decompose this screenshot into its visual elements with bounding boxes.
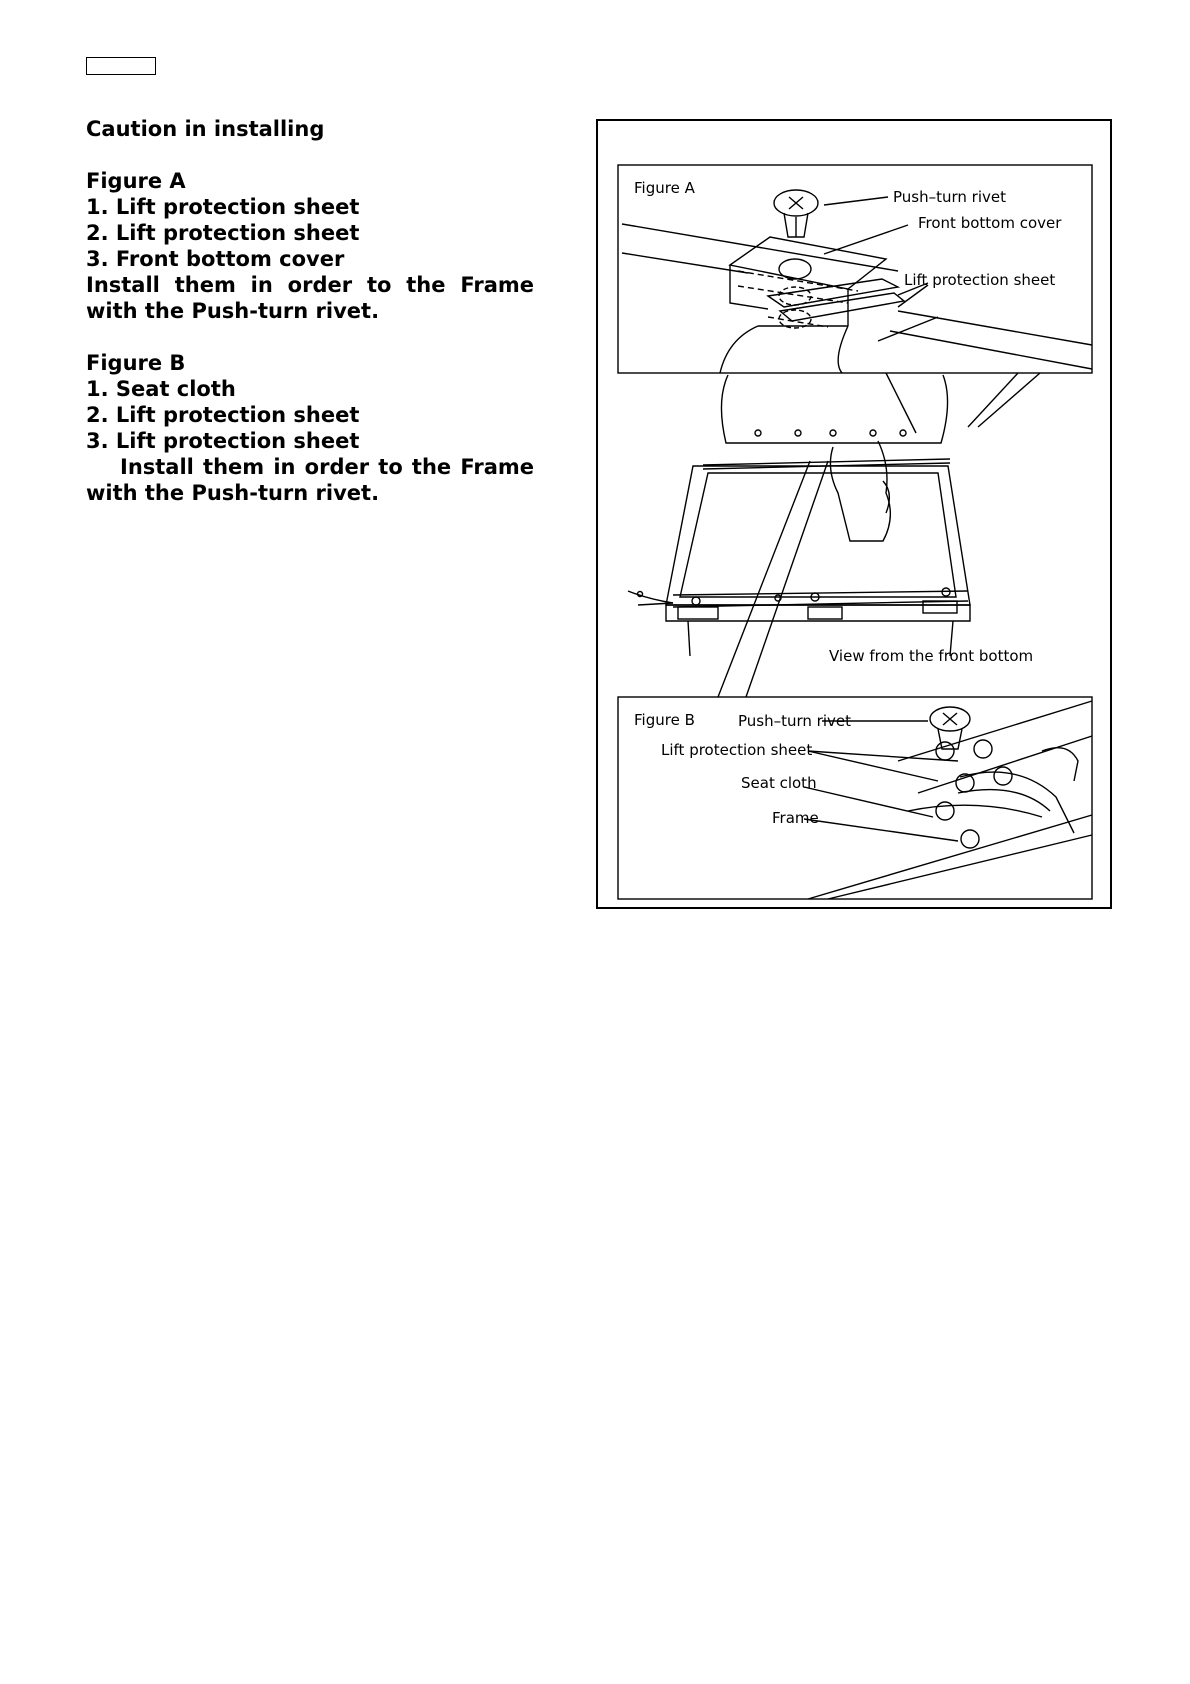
page-title: Caution in installing <box>86 117 325 141</box>
figure-b-note-line-2: with the Push-turn rivet. <box>86 481 380 505</box>
figure-b-step-2: 2. Lift protection sheet <box>86 403 360 427</box>
figure-b-title: Figure B <box>634 711 695 729</box>
figure-b-label-frame: Frame <box>772 809 819 827</box>
figure-a-step-2: 2. Lift protection sheet <box>86 221 360 245</box>
figure-b-label-rivet: Push–turn rivet <box>738 712 851 730</box>
figure-b-heading: Figure B <box>86 351 186 375</box>
figure-a-note-line-2: with the Push-turn rivet. <box>86 299 380 323</box>
figure-b-connector-line <box>718 461 810 697</box>
figure-a-note-line-1: Install them in order to the Frame <box>86 273 534 297</box>
installation-illustration <box>598 121 1110 907</box>
figure-a-step-3: 3. Front bottom cover <box>86 247 345 271</box>
figure-a-step-1: 1. Lift protection sheet <box>86 195 360 219</box>
figure-b-step-1: 1. Seat cloth <box>86 377 236 401</box>
figure-a-label-cover: Front bottom cover <box>918 214 1062 232</box>
figure-b-note-line-1: Install them in order to the Frame <box>120 455 534 479</box>
figure-b-label-sheet: Lift protection sheet <box>661 741 813 759</box>
figure-a-heading: Figure A <box>86 169 186 193</box>
figure-b-step-3: 3. Lift protection sheet <box>86 429 360 453</box>
figure-b-label-cloth: Seat cloth <box>741 774 817 792</box>
figure-a-label-rivet: Push–turn rivet <box>893 188 1006 206</box>
figure-a-connector-line <box>886 373 916 433</box>
seat-frame-drawing <box>628 375 970 656</box>
instructions-text <box>86 116 534 506</box>
header-box <box>86 57 156 75</box>
figure-frame <box>596 119 1112 909</box>
view-caption: View from the front bottom <box>829 647 1034 665</box>
figure-a-title: Figure A <box>634 179 695 197</box>
figure-a-label-sheet: Lift protection sheet <box>904 271 1056 289</box>
